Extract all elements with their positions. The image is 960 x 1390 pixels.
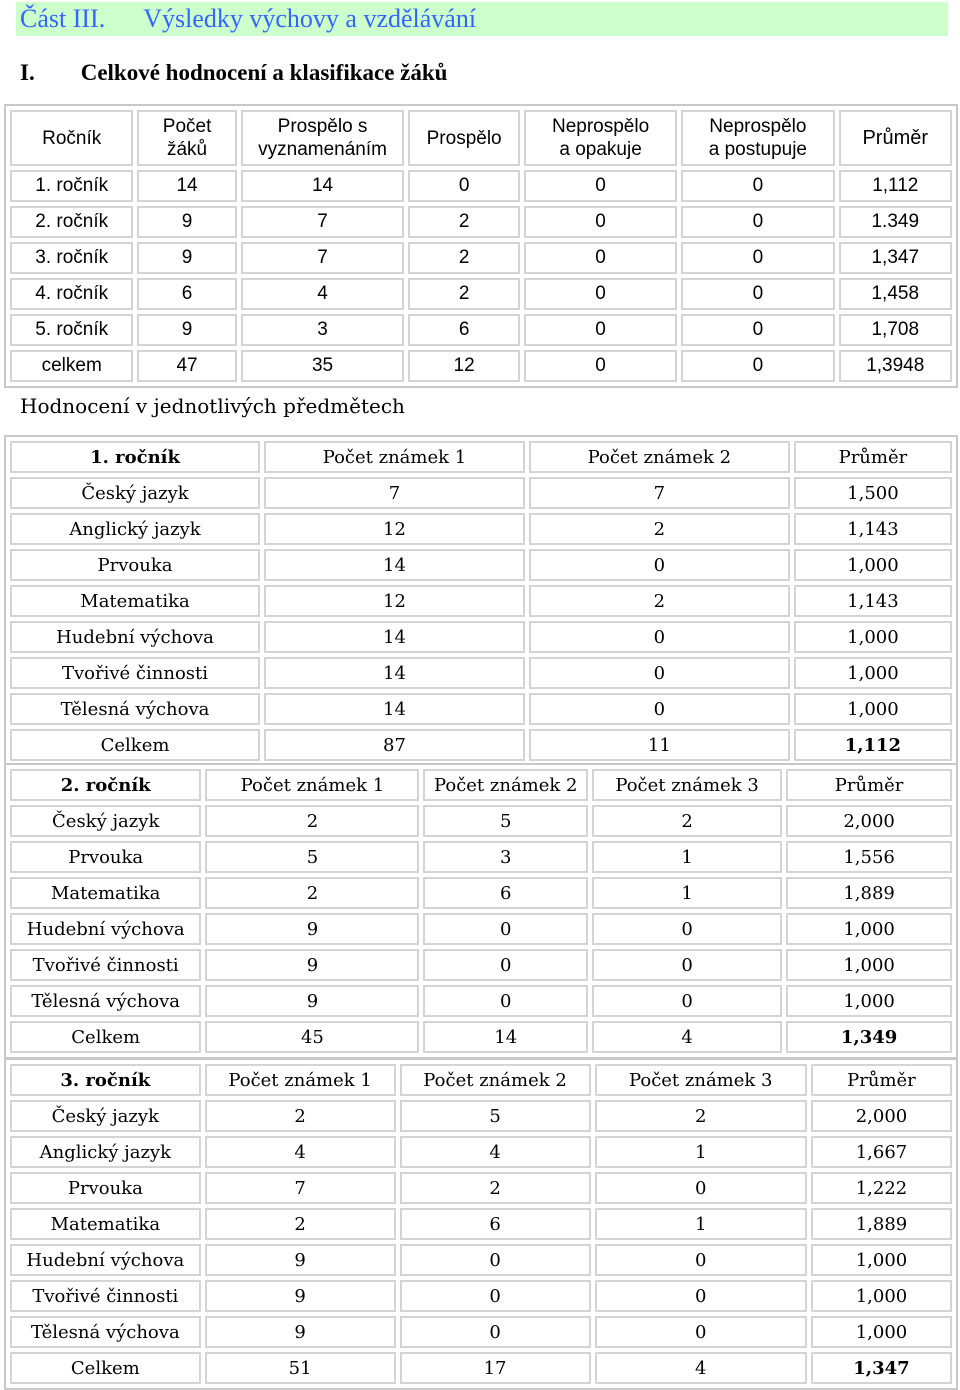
- table-cell: 9: [205, 1316, 396, 1348]
- table-cell: Anglický jazyk: [10, 1136, 201, 1168]
- table-row: [10, 1208, 952, 1240]
- table-cell: 9: [205, 949, 419, 981]
- table-cell: Prvouka: [10, 549, 260, 581]
- part-number: Část III.: [20, 4, 106, 33]
- table-cell: 9: [205, 985, 419, 1017]
- table-cell: Celkem: [10, 729, 260, 761]
- table-cell: 1,000: [811, 1244, 952, 1276]
- table-cell: celkem: [10, 350, 133, 382]
- table-cell: Hudební výchova: [10, 1244, 201, 1276]
- table-cell: 1,458: [839, 278, 952, 310]
- table-cell: 0: [592, 913, 782, 945]
- table-cell: 9: [205, 1280, 396, 1312]
- table-cell: 2: [529, 513, 790, 545]
- section-number: I.: [20, 60, 35, 85]
- column-header: Počet známek 2: [529, 441, 790, 473]
- table-cell: 2: [408, 206, 520, 238]
- table-cell: 1,000: [811, 1280, 952, 1312]
- grade-2-subjects-table: [4, 763, 958, 1059]
- grade-3-subjects-table: [4, 1058, 958, 1390]
- part-title: [16, 2, 948, 36]
- table-cell: Tvořivé činnosti: [10, 1280, 201, 1312]
- column-header: Počet známek 1: [264, 441, 525, 473]
- table-cell: 0: [592, 985, 782, 1017]
- table-cell: 35: [241, 350, 405, 382]
- table-cell: 2: [205, 877, 419, 909]
- table-cell: 47: [137, 350, 236, 382]
- table-cell: 45: [205, 1021, 419, 1053]
- table-cell: 1,112: [794, 729, 952, 761]
- table-cell: 0: [592, 949, 782, 981]
- table-cell: Tělesná výchova: [10, 985, 201, 1017]
- column-header: Neprospělo a opakuje: [524, 110, 677, 166]
- table-cell: 1,143: [794, 513, 952, 545]
- table-cell: 14: [423, 1021, 588, 1053]
- table-cell: 9: [137, 314, 236, 346]
- table-cell: 1,889: [786, 877, 952, 909]
- table-cell: 12: [408, 350, 520, 382]
- table-cell: 1. ročník: [10, 170, 133, 202]
- table-cell: 1,112: [839, 170, 952, 202]
- table-row: [10, 1172, 952, 1204]
- table-cell: 0: [529, 693, 790, 725]
- table-row: [10, 729, 952, 761]
- table-cell: 9: [205, 913, 419, 945]
- table-cell: Tvořivé činnosti: [10, 657, 260, 689]
- table-cell: 9: [137, 206, 236, 238]
- overall-results-table: [4, 104, 958, 388]
- table-cell: 5: [205, 841, 419, 873]
- table-cell: 0: [400, 1244, 591, 1276]
- table-cell: 0: [681, 278, 834, 310]
- grade-1-subjects-table: [4, 435, 958, 767]
- table-header-row: [10, 441, 952, 473]
- table-cell: 14: [264, 693, 525, 725]
- table-cell: 3. ročník: [10, 242, 133, 274]
- table-cell: Prvouka: [10, 1172, 201, 1204]
- table-row: [10, 913, 952, 945]
- table-row: [10, 206, 952, 238]
- column-header: Prospělo: [408, 110, 520, 166]
- column-header: Průměr: [811, 1064, 952, 1096]
- table-cell: 4: [400, 1136, 591, 1168]
- table-cell: 1,000: [794, 657, 952, 689]
- table-row: [10, 477, 952, 509]
- table-header-row: [10, 110, 952, 166]
- table-cell: Prvouka: [10, 841, 201, 873]
- table-cell: Český jazyk: [10, 477, 260, 509]
- table-cell: 2: [595, 1100, 807, 1132]
- table-cell: 1,3948: [839, 350, 952, 382]
- table-cell: 0: [529, 621, 790, 653]
- column-header: Počet žáků: [137, 110, 236, 166]
- table-cell: 0: [681, 314, 834, 346]
- table-cell: 6: [137, 278, 236, 310]
- table-cell: 0: [524, 170, 677, 202]
- table-cell: Tvořivé činnosti: [10, 949, 201, 981]
- table-cell: 0: [524, 314, 677, 346]
- table-cell: 1,708: [839, 314, 952, 346]
- table-cell: 0: [681, 242, 834, 274]
- table-cell: Tělesná výchova: [10, 693, 260, 725]
- table-cell: 5: [423, 805, 588, 837]
- column-header: Prospělo s vyznamenáním: [241, 110, 405, 166]
- table-cell: 0: [400, 1280, 591, 1312]
- table-cell: Hudební výchova: [10, 913, 201, 945]
- table-cell: 1,000: [811, 1316, 952, 1348]
- table-row: [10, 549, 952, 581]
- table-row: [10, 170, 952, 202]
- table-row: [10, 657, 952, 689]
- table-cell: 9: [205, 1244, 396, 1276]
- table-cell: 87: [264, 729, 525, 761]
- table-cell: 1,347: [811, 1352, 952, 1384]
- table-header-row: [10, 769, 952, 801]
- table-cell: 1,000: [794, 693, 952, 725]
- column-header: Ročník: [10, 110, 133, 166]
- column-header: Počet známek 2: [423, 769, 588, 801]
- table-row: [10, 621, 952, 653]
- table-cell: 1: [595, 1208, 807, 1240]
- table-cell: 1: [595, 1136, 807, 1168]
- table-cell: 7: [241, 242, 405, 274]
- table-cell: 0: [423, 985, 588, 1017]
- table-cell: 0: [524, 350, 677, 382]
- table-cell: 0: [595, 1316, 807, 1348]
- table-cell: 14: [264, 621, 525, 653]
- table-cell: 1,000: [794, 621, 952, 653]
- table-cell: 14: [264, 549, 525, 581]
- table-cell: 0: [400, 1316, 591, 1348]
- table-cell: 0: [408, 170, 520, 202]
- table-cell: 7: [205, 1172, 396, 1204]
- table-cell: 7: [529, 477, 790, 509]
- table-cell: 6: [400, 1208, 591, 1240]
- table-cell: 0: [423, 949, 588, 981]
- table-cell: 11: [529, 729, 790, 761]
- table-cell: 0: [524, 242, 677, 274]
- subjects-title: Hodnocení v jednotlivých předmětech: [20, 394, 405, 418]
- column-header: 2. ročník: [10, 769, 201, 801]
- table-cell: 7: [241, 206, 405, 238]
- table-cell: 1,143: [794, 585, 952, 617]
- table-row: [10, 1316, 952, 1348]
- table-cell: 2. ročník: [10, 206, 133, 238]
- column-header: Počet známek 1: [205, 769, 419, 801]
- column-header: Průměr: [786, 769, 952, 801]
- column-header: Průměr: [794, 441, 952, 473]
- table-header-row: [10, 1064, 952, 1096]
- table-cell: Celkem: [10, 1021, 201, 1053]
- table-row: [10, 1280, 952, 1312]
- table-cell: 1: [592, 841, 782, 873]
- table-cell: 2: [400, 1172, 591, 1204]
- table-cell: 0: [529, 657, 790, 689]
- table-cell: 1,000: [786, 913, 952, 945]
- table-cell: 0: [595, 1244, 807, 1276]
- table-cell: 4. ročník: [10, 278, 133, 310]
- table-row: [10, 350, 952, 382]
- table-row: [10, 805, 952, 837]
- table-row: [10, 949, 952, 981]
- table-cell: 2: [529, 585, 790, 617]
- table-row: [10, 278, 952, 310]
- table-cell: Český jazyk: [10, 805, 201, 837]
- table-cell: 2: [205, 1208, 396, 1240]
- table-row: [10, 985, 952, 1017]
- table-cell: 0: [524, 206, 677, 238]
- section-name: Celkové hodnocení a klasifikace žáků: [80, 60, 448, 85]
- table-row: [10, 1136, 952, 1168]
- table-cell: 17: [400, 1352, 591, 1384]
- table-cell: 0: [681, 170, 834, 202]
- table-cell: 9: [137, 242, 236, 274]
- table-cell: 5: [400, 1100, 591, 1132]
- table-row: [10, 1244, 952, 1276]
- table-cell: Matematika: [10, 585, 260, 617]
- table-cell: Tělesná výchova: [10, 1316, 201, 1348]
- table-cell: Celkem: [10, 1352, 201, 1384]
- table-cell: 1,556: [786, 841, 952, 873]
- table-row: [10, 314, 952, 346]
- table-cell: 1,000: [794, 549, 952, 581]
- column-header: 3. ročník: [10, 1064, 201, 1096]
- column-header: Počet známek 2: [400, 1064, 591, 1096]
- table-row: [10, 1021, 952, 1053]
- table-cell: 1,000: [786, 985, 952, 1017]
- table-cell: 14: [137, 170, 236, 202]
- table-cell: Matematika: [10, 1208, 201, 1240]
- table-cell: 1,347: [839, 242, 952, 274]
- table-cell: 2: [592, 805, 782, 837]
- table-cell: 1,000: [786, 949, 952, 981]
- table-cell: 3: [241, 314, 405, 346]
- table-row: [10, 841, 952, 873]
- table-row: [10, 513, 952, 545]
- table-cell: 1.349: [839, 206, 952, 238]
- table-cell: 4: [241, 278, 405, 310]
- table-cell: 12: [264, 513, 525, 545]
- column-header: Počet známek 3: [592, 769, 782, 801]
- table-cell: 5. ročník: [10, 314, 133, 346]
- table-cell: 4: [205, 1136, 396, 1168]
- table-cell: 0: [595, 1280, 807, 1312]
- table-cell: 0: [681, 206, 834, 238]
- table-cell: 0: [681, 350, 834, 382]
- table-cell: 3: [423, 841, 588, 873]
- table-cell: 0: [529, 549, 790, 581]
- table-cell: 0: [595, 1172, 807, 1204]
- table-cell: 2,000: [786, 805, 952, 837]
- table-row: [10, 1100, 952, 1132]
- table-row: [10, 693, 952, 725]
- table-row: [10, 1352, 952, 1384]
- table-cell: 12: [264, 585, 525, 617]
- table-cell: 2: [205, 805, 419, 837]
- table-cell: 0: [423, 913, 588, 945]
- table-cell: 51: [205, 1352, 396, 1384]
- table-cell: Anglický jazyk: [10, 513, 260, 545]
- table-cell: 1,889: [811, 1208, 952, 1240]
- part-name: Výsledky výchovy a vzdělávání: [143, 4, 477, 33]
- column-header: 1. ročník: [10, 441, 260, 473]
- table-cell: 6: [423, 877, 588, 909]
- table-cell: 14: [241, 170, 405, 202]
- table-cell: 4: [592, 1021, 782, 1053]
- table-cell: 2: [408, 278, 520, 310]
- table-cell: 2,000: [811, 1100, 952, 1132]
- table-cell: 7: [264, 477, 525, 509]
- table-cell: Hudební výchova: [10, 621, 260, 653]
- table-cell: 1,222: [811, 1172, 952, 1204]
- table-cell: 1,667: [811, 1136, 952, 1168]
- table-cell: 1: [592, 877, 782, 909]
- table-cell: 2: [205, 1100, 396, 1132]
- table-cell: Matematika: [10, 877, 201, 909]
- table-cell: 14: [264, 657, 525, 689]
- table-cell: 4: [595, 1352, 807, 1384]
- column-header: Neprospělo a postupuje: [681, 110, 834, 166]
- table-cell: Český jazyk: [10, 1100, 201, 1132]
- table-cell: 6: [408, 314, 520, 346]
- table-row: [10, 877, 952, 909]
- table-cell: 1,500: [794, 477, 952, 509]
- column-header: Počet známek 1: [205, 1064, 396, 1096]
- column-header: Průměr: [839, 110, 952, 166]
- table-cell: 1,349: [786, 1021, 952, 1053]
- table-row: [10, 585, 952, 617]
- table-row: [10, 242, 952, 274]
- column-header: Počet známek 3: [595, 1064, 807, 1096]
- table-cell: 2: [408, 242, 520, 274]
- section-title: [20, 60, 447, 86]
- table-cell: 0: [524, 278, 677, 310]
